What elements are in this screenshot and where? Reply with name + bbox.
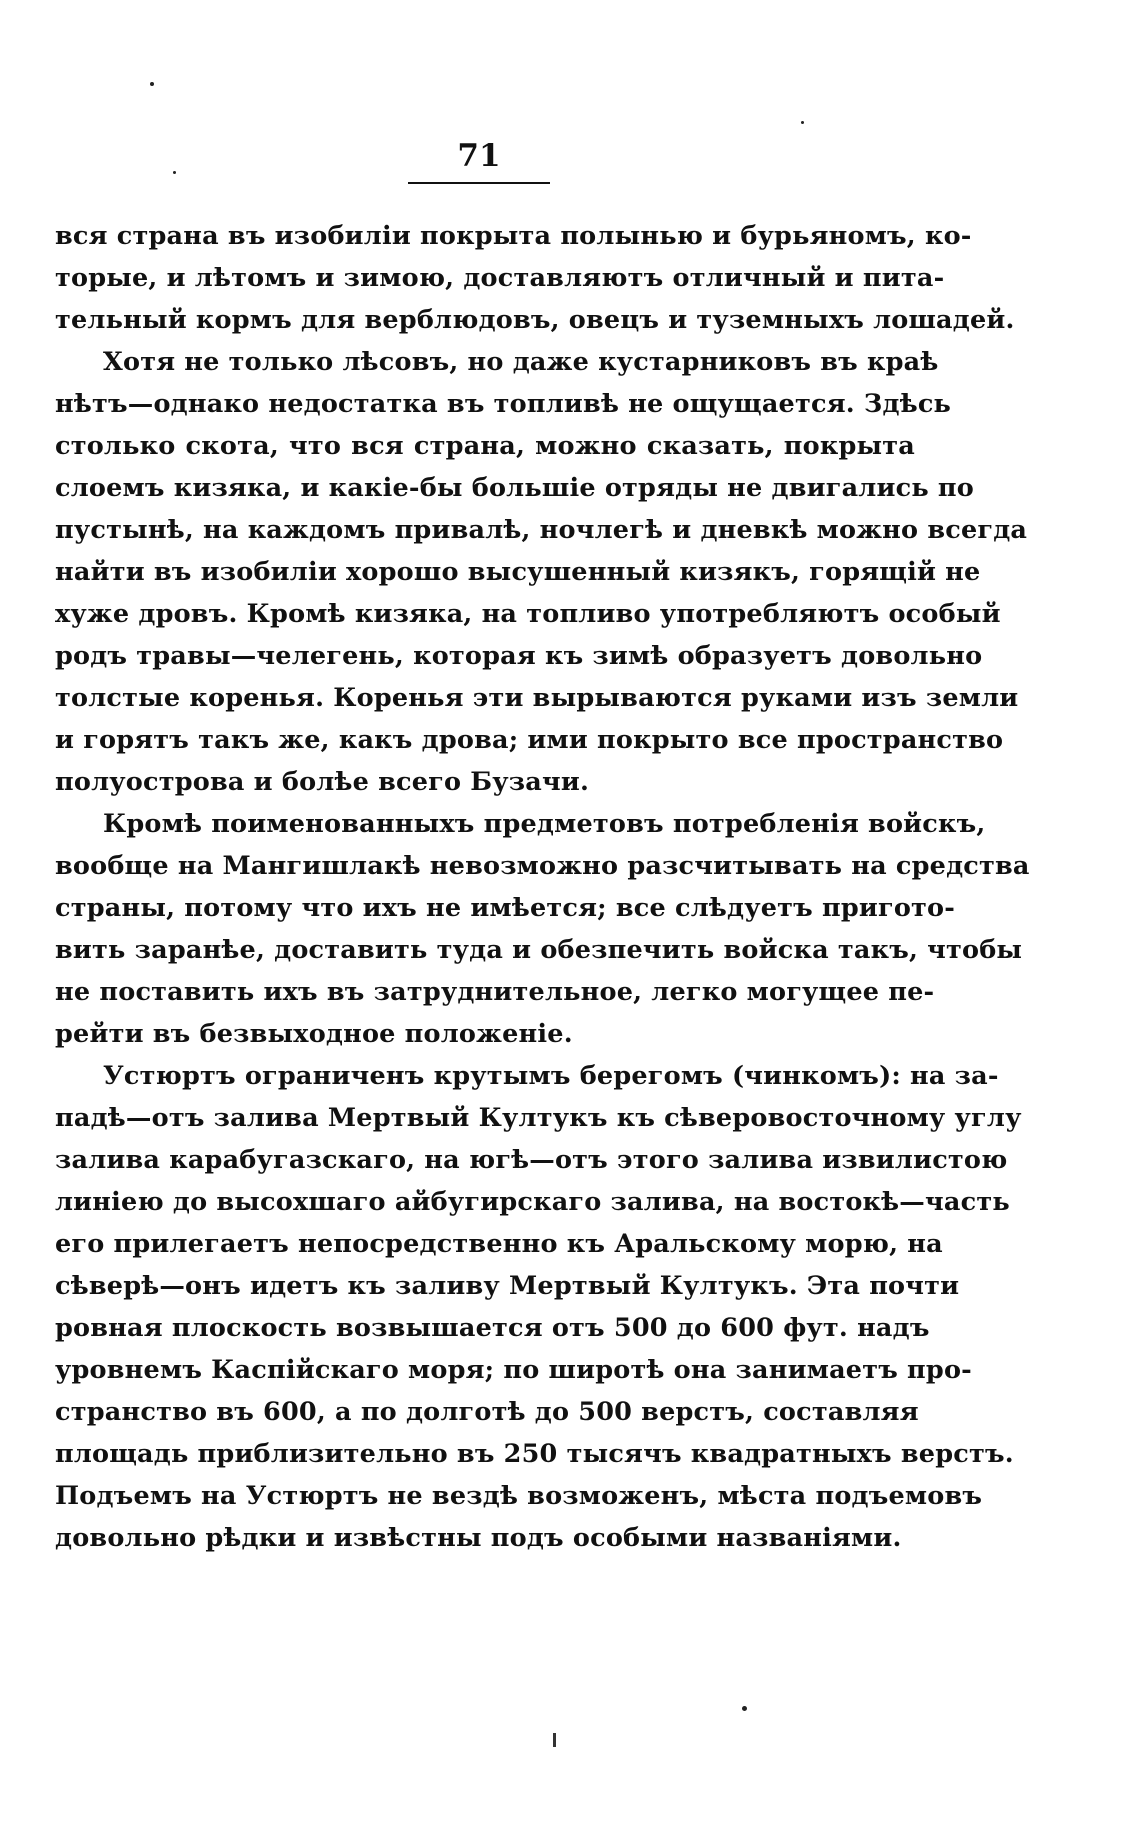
text-line: тельный кормъ для верблюдовъ, овецъ и туземныхъ лошадей. [55, 305, 1015, 335]
text-line: вообще на Мангишлакѣ невозможно разсчитывать на средства [55, 851, 1030, 881]
page-number-rule [408, 182, 550, 184]
text-line: толстые коренья. Коренья эти вырываются руками изъ земли [55, 683, 1019, 713]
text-line: торые, и лѣтомъ и зимою, доставляютъ отличный и пита- [55, 263, 945, 293]
text-line: залива карабугазскаго, на югѣ—отъ этого залива извилистою [55, 1145, 1008, 1175]
text-line: столько скота, что вся страна, можно сказать, покрыта [55, 431, 915, 461]
text-line: Устюртъ ограниченъ крутымъ берегомъ (чинкомъ): на за- [103, 1061, 999, 1091]
text-line: Хотя не только лѣсовъ, но даже кустарниковъ въ краѣ [103, 347, 939, 377]
text-line: уровнемъ Каспійскаго моря; по широтѣ она занимаетъ про- [55, 1355, 972, 1385]
text-line: Подъемъ на Устюртъ не вездѣ возможенъ, мѣста подъемовъ [55, 1481, 983, 1511]
scan-speck [801, 121, 804, 124]
page-number: 71 [457, 138, 501, 174]
text-line: полуострова и болѣе всего Бузачи. [55, 767, 590, 797]
text-line: вся страна въ изобиліи покрыта полынью и бурьяномъ, ко- [55, 221, 972, 251]
text-line: родъ травы—челегень, которая къ зимѣ образуетъ довольно [55, 641, 983, 671]
text-line: площадь приблизительно въ 250 тысячъ квадратныхъ верстъ. [55, 1439, 1014, 1469]
text-line: хуже дровъ. Кромѣ кизяка, на топливо употребляютъ особый [55, 599, 1001, 629]
text-line: не поставить ихъ въ затруднительное, легко могущее пе- [55, 977, 935, 1007]
text-line: довольно рѣдки и извѣстны подъ особыми названіями. [55, 1523, 902, 1553]
text-line: найти въ изобиліи хорошо высушенный кизякъ, горящій не [55, 557, 981, 587]
text-line: странство въ 600, а по долготѣ до 500 верстъ, составляя [55, 1397, 919, 1427]
text-line: сѣверѣ—онъ идетъ къ заливу Мертвый Култукъ. Эта почти [55, 1271, 960, 1301]
text-line: его прилегаетъ непосредственно къ Аральскому морю, на [55, 1229, 943, 1259]
text-line: и горятъ такъ же, какъ дрова; ими покрыто все пространство [55, 725, 1004, 755]
text-line: линіею до высохшаго айбугирскаго залива, на востокѣ—часть [55, 1187, 1010, 1217]
text-line: ровная плоскость возвышается отъ 500 до 600 фут. надъ [55, 1313, 930, 1343]
scan-speck [150, 82, 154, 86]
text-line: рейти въ безвыходное положеніе. [55, 1019, 573, 1049]
scan-mark [553, 1733, 556, 1747]
text-line: вить заранѣе, доставить туда и обезпечить войска такъ, чтобы [55, 935, 1023, 965]
text-line: нѣтъ—однако недостатка въ топливѣ не ощущается. Здѣсь [55, 389, 952, 419]
text-line: падѣ—отъ залива Мертвый Култукъ къ сѣверовосточному углу [55, 1103, 1022, 1133]
text-line: слоемъ кизяка, и какіе-бы большіе отряды не двигались по [55, 473, 974, 503]
text-line: страны, потому что ихъ не имѣется; все слѣдуетъ пригото- [55, 893, 956, 923]
text-line: Кромѣ поименованныхъ предметовъ потребленія войскъ, [103, 809, 986, 839]
scan-speck [742, 1706, 747, 1711]
scan-speck [173, 171, 176, 174]
text-line: пустынѣ, на каждомъ привалѣ, ночлегѣ и дневкѣ можно всегда [55, 515, 1028, 545]
